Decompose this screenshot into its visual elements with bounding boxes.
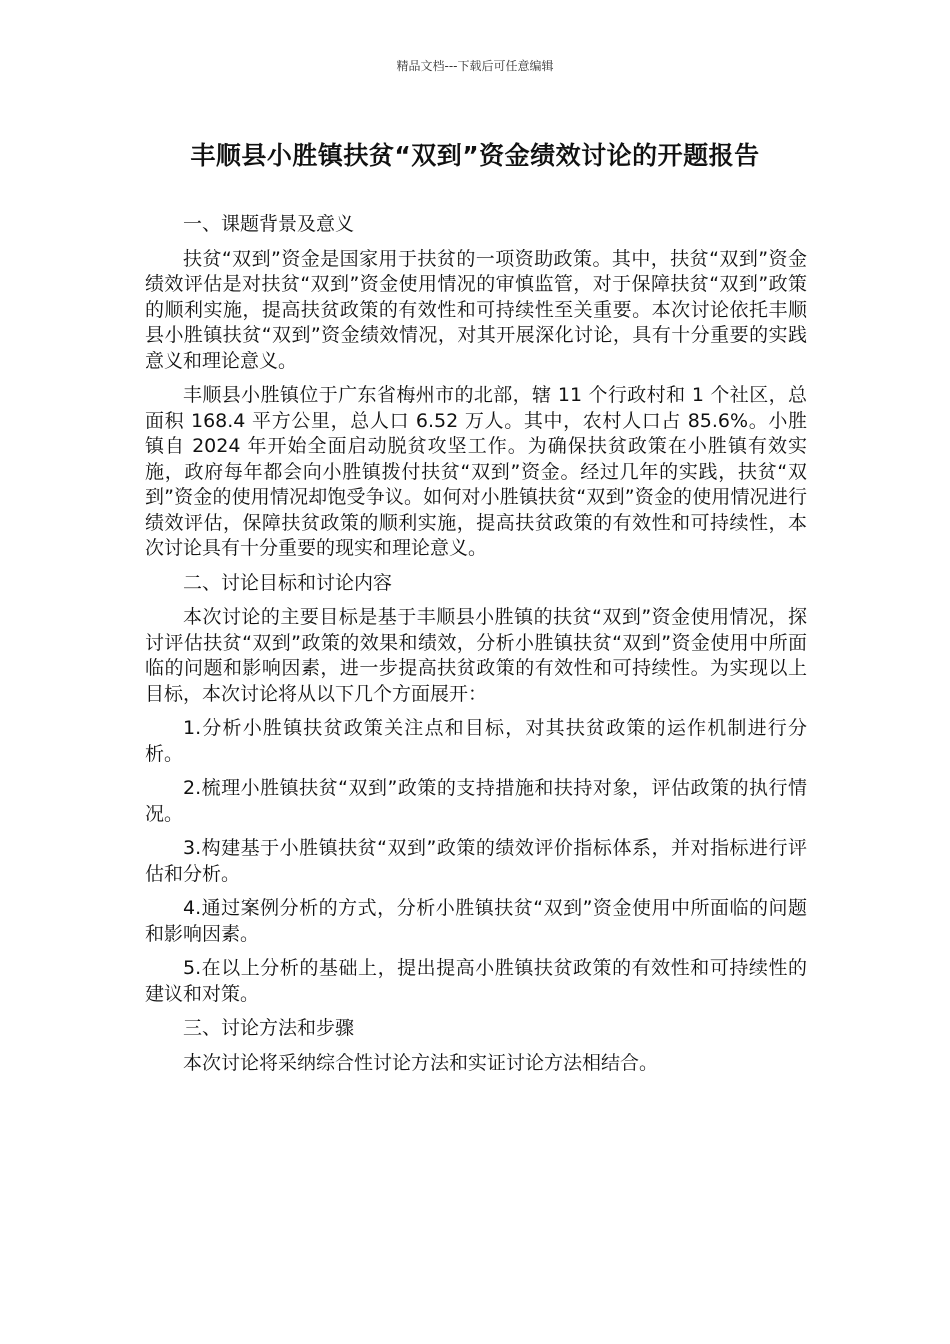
paragraph-methods: 本次讨论将采纳综合性讨论方法和实证讨论方法相结合。 [183, 1051, 659, 1074]
list-item-5: 5.在以上分析的基础上，提出提高小胜镇扶贫政策的有效性和可持续性的建议和对策。 [145, 957, 807, 1005]
page-header: 精品文档---下载后可任意编辑 [396, 59, 554, 73]
section-heading-methods: 三、讨论方法和步骤 [183, 1017, 355, 1039]
section-heading-goals: 二、讨论目标和讨论内容 [183, 571, 393, 594]
paragraph-goals: 本次讨论的主要目标是基于丰顺县小胜镇的扶贫“双到”资金使用情况，探讨评估扶贫“双到”政策的效果和绩效，分析小胜镇扶贫“双到”资金使用中所面临的问题和影响因素，进一步提高扶贫政策的有效性和可持续性。为实现以上目标，本次讨论将从以下几个方面展开： [145, 606, 807, 705]
list-item-4: 4.通过案例分析的方式，分析小胜镇扶贫“双到”资金使用中所面临的问题和影响因素。 [145, 897, 807, 945]
list-item-2: 2.梳理小胜镇扶贫“双到”政策的支持措施和扶持对象，评估政策的执行情况。 [145, 777, 807, 825]
list-item-1: 1.分析小胜镇扶贫政策关注点和目标，对其扶贫政策的运作机制进行分析。 [145, 717, 807, 765]
list-item-3: 3.构建基于小胜镇扶贫“双到”政策的绩效评价指标体系，并对指标进行评估和分析。 [145, 837, 807, 885]
paragraph-town-overview: 丰顺县小胜镇位于广东省梅州市的北部，辖 11 个行政村和 1 个社区，总面积 168.4 平方公里，总人口 6.52 万人。其中，农村人口占 85.6%。小胜镇自 2024 年开始全面启动脱贫攻坚工作。为确保扶贫政策在小胜镇有效实施，政府每年都会向小胜镇拨付扶贫“双到”资金。经过几年的实践，扶贫“双到”资金的使用情况却饱受争议。如何对小胜镇扶贫“双到”资金的使用情况进行绩效评估，保障扶贫政策的顺利实施，提高扶贫政策的有效性和可持续性，本次讨论具有十分重要的现实和理论意义。 [145, 384, 807, 559]
document-body [145, 212, 807, 1085]
section-heading-background: 一、课题背景及意义 [183, 213, 355, 235]
paragraph-intro: 扶贫“双到”资金是国家用于扶贫的一项资助政策。其中，扶贫“双到”资金绩效评估是对扶贫“双到”资金使用情况的审慎监管，对于保障扶贫“双到”政策的顺利实施，提高扶贫政策的有效性和可持续性至关重要。本次讨论依托丰顺县小胜镇扶贫“双到”资金绩效情况，对其开展深化讨论，具有十分重要的实践意义和理论意义。 [145, 247, 807, 372]
document-title: 丰顺县小胜镇扶贫“双到”资金绩效讨论的开题报告 [190, 141, 760, 170]
